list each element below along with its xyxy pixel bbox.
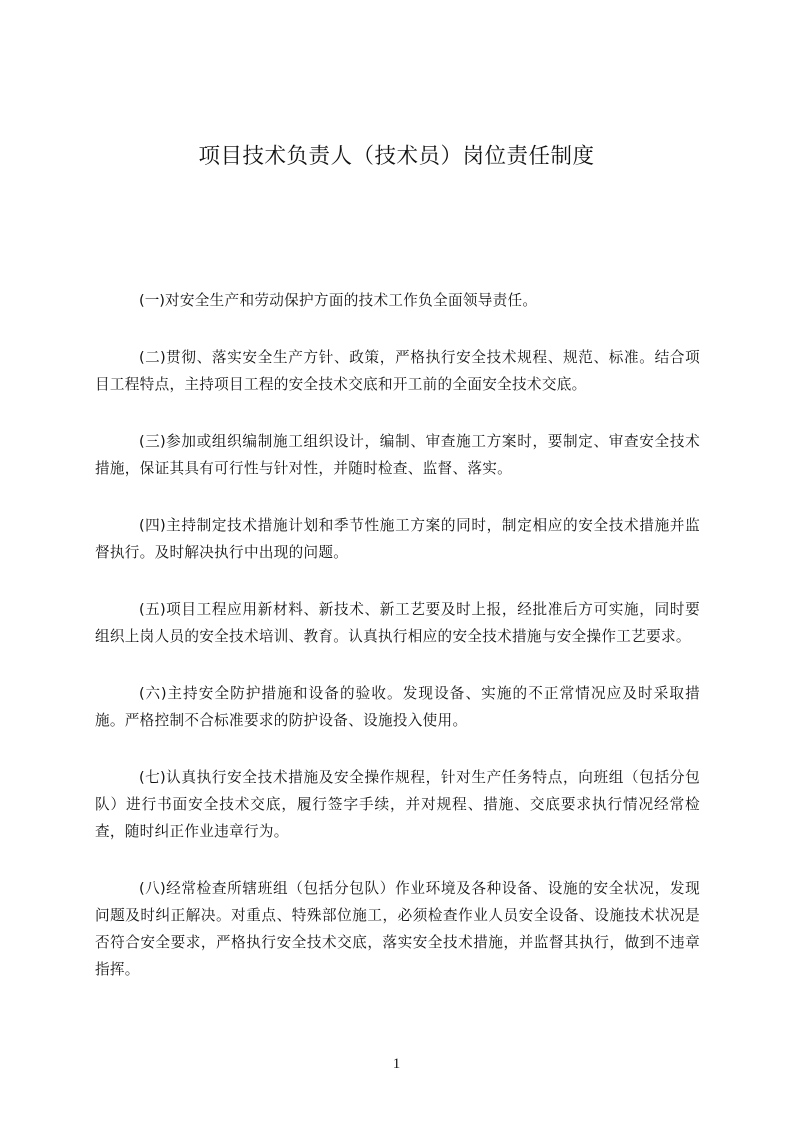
clause-item: [95, 344, 700, 398]
page-number: 1: [392, 1056, 401, 1072]
clause-number: (八): [139, 880, 166, 897]
clause-number: (二): [139, 349, 166, 366]
clause-text: 对安全生产和劳动保护方面的技术工作负全面领导责任。: [164, 292, 538, 309]
clause-item: [95, 680, 700, 734]
clause-item: [95, 287, 700, 314]
clause-list: [95, 287, 700, 1013]
clause-item: [95, 512, 700, 566]
clause-number: (七): [139, 769, 166, 786]
clause-number: (四): [139, 517, 166, 534]
clause-number: (六): [139, 685, 167, 702]
clause-text: 主持制定技术措施计划和季节性施工方案的同时，制定相应的安全技术措施并监督执行。及时解决执行中出现的问题。: [95, 517, 700, 561]
clause-number: (三): [139, 433, 166, 450]
clause-number: (一): [139, 292, 165, 309]
clause-number: (五): [139, 601, 166, 618]
clause-item: [95, 875, 700, 983]
document-title: 项目技术负责人（技术员）岗位责任制度: [198, 144, 595, 169]
clause-text: 参加或组织编制施工组织设计，编制、审查施工方案时，要制定、审查安全技术措施，保证其具有可行性与针对性，并随时检查、监督、落实。: [95, 433, 700, 477]
clause-item: [95, 764, 700, 845]
clause-item: [95, 428, 700, 482]
clause-text: 贯彻、落实安全生产方针、政策，严格执行安全技术规程、规范、标准。结合项目工程特点，主持项目工程的安全技术交底和开工前的全面安全技术交底。: [95, 349, 700, 393]
clause-text: 项目工程应用新材料、新技术、新工艺要及时上报，经批准后方可实施，同时要组织上岗人员的安全技术培训、教育。认真执行相应的安全技术措施与安全操作工艺要求。: [95, 601, 700, 645]
clause-text: 认真执行安全技术措施及安全操作规程，针对生产任务特点，向班组（包括分包队）进行书面安全技术交底，履行签字手续，并对规程、措施、交底要求执行情况经常检查，随时纠正作业违章行为。: [95, 769, 700, 840]
clause-text: 经常检查所辖班组（包括分包队）作业环境及各种设备、设施的安全状况，发现问题及时纠正解决。对重点、特殊部位施工，必须检查作业人员安全设备、设施技术状况是否符合安全要求，严格执行安全技术交底，落实安全技术措施，并监督其执行，做到不违章指挥。: [95, 880, 700, 978]
clause-item: [95, 596, 700, 650]
clause-text: 主持安全防护措施和设备的验收。发现设备、实施的不正常情况应及时采取措施。严格控制不合标准要求的防护设备、设施投入使用。: [95, 685, 701, 729]
